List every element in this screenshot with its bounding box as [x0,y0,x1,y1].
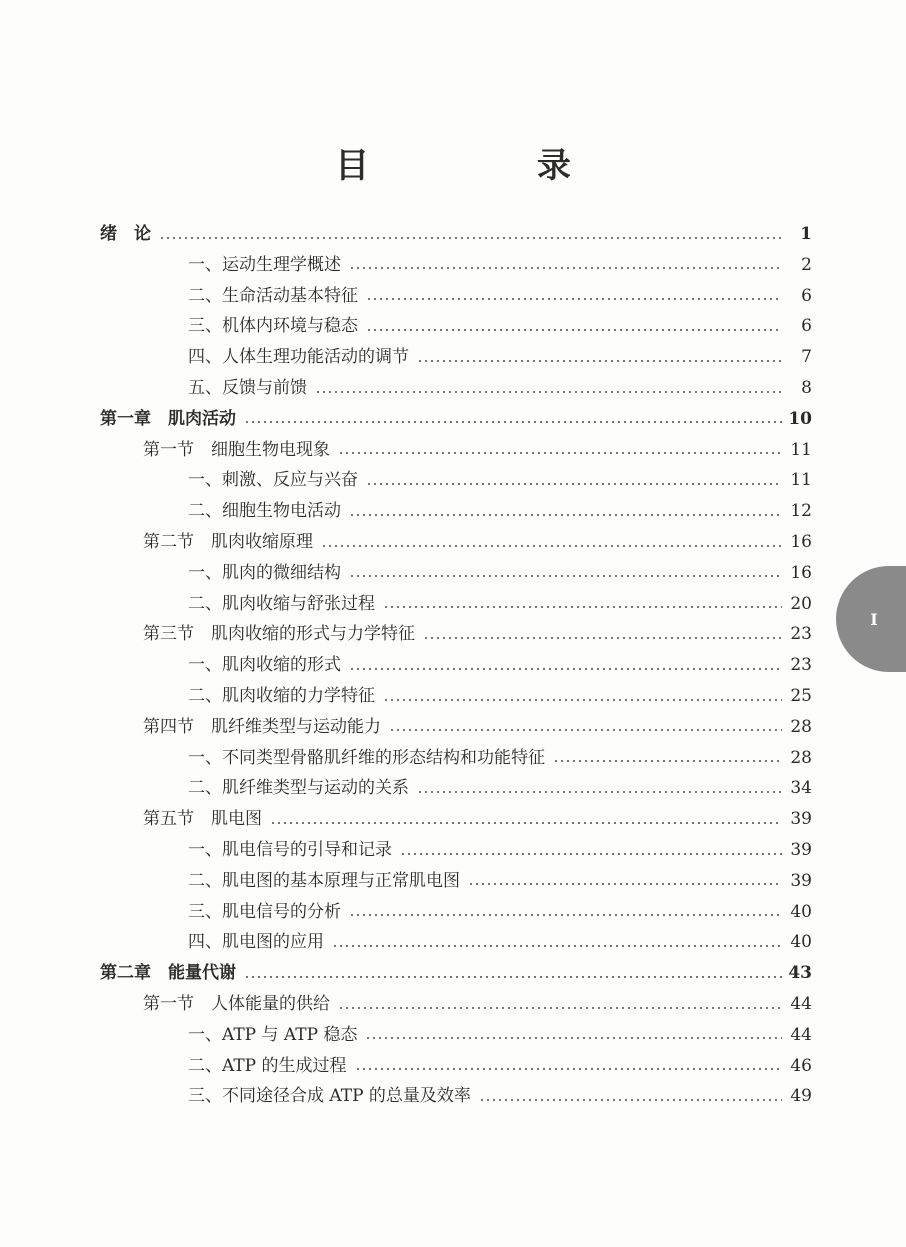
toc-entry [188,1051,812,1082]
toc-entry [100,219,812,250]
toc-entry-label: 二、ATP 的生成过程 [188,1055,347,1076]
toc-entry [188,558,812,589]
toc-entry-page: 2 [801,254,812,275]
toc-entry-page: 39 [790,809,812,830]
toc-entry-label: 绪 论 [100,224,151,244]
dot-leader [349,514,782,516]
toc-entry-page: 7 [801,347,812,368]
dot-leader [417,360,782,362]
toc-entry [188,681,812,712]
toc-entry-page: 28 [790,716,812,737]
toc-entry-label: 二、生命活动基本特征 [188,285,358,306]
dot-leader [366,329,782,331]
toc-entry [143,619,812,650]
toc-entry-page: 39 [790,870,812,891]
dot-leader [468,883,782,885]
toc-entry-page: 20 [790,593,812,614]
toc-entry [188,897,812,928]
toc-entry-page: 10 [788,408,812,429]
toc-entry [143,989,812,1020]
toc-entry [188,589,812,620]
toc-entry-label: 二、肌肉收缩与舒张过程 [188,593,375,614]
toc-entry [188,743,812,774]
toc-entry [188,1020,812,1051]
toc-entry-label: 一、刺激、反应与兴奋 [188,470,358,491]
toc-entry [143,804,812,835]
toc-entry-page: 1 [800,224,812,244]
toc-entry-page: 16 [790,562,812,583]
dot-leader [321,545,782,547]
toc-entry [188,250,812,281]
toc-entry-page: 25 [790,686,812,706]
dot-leader [270,822,782,824]
toc-entry [188,342,812,373]
toc-entry-page: 46 [790,1055,812,1076]
toc-entry-page: 8 [801,378,812,398]
dot-leader [349,914,782,916]
dot-leader [244,976,782,978]
toc-entry [188,773,812,804]
toc-entry [100,404,812,435]
toc-entry-page: 11 [790,439,812,460]
dot-leader [349,668,782,670]
toc-entry [143,712,812,743]
toc-entry-label: 第一节 细胞生物电现象 [143,439,330,460]
toc-entry-page: 44 [790,994,812,1014]
dot-leader [553,760,782,762]
toc-entry-label: 三、机体内环境与稳态 [188,316,358,337]
dot-leader [355,1068,782,1070]
chapter-side-tab [836,566,906,672]
toc-entry-page: 23 [790,655,812,676]
toc-entry-label: 第二章 能量代谢 [100,963,236,984]
toc-entry [188,866,812,897]
toc-entry [188,373,812,404]
toc-entry-label: 一、ATP 与 ATP 稳态 [188,1024,358,1045]
toc-entry-label: 一、肌肉的微细结构 [188,562,341,583]
dot-leader [417,791,782,793]
dot-leader [349,267,782,269]
dot-leader [383,699,782,701]
dot-leader [332,945,782,947]
toc-entry [188,465,812,496]
toc-entry-page: 12 [790,501,812,522]
dot-leader [315,391,782,393]
toc-entry-page: 11 [790,470,812,491]
toc-entry-label: 第三节 肌肉收缩的形式与力学特征 [143,624,415,645]
toc-entry-label: 四、人体生理功能活动的调节 [188,347,409,368]
toc-entry [188,281,812,312]
toc-entry-label: 三、肌电信号的分析 [188,901,341,922]
dot-leader [338,1007,782,1009]
side-tab-label: I [870,609,878,629]
toc-entry-label: 四、肌电图的应用 [188,932,324,953]
toc-entry-label: 三、不同途径合成 ATP 的总量及效率 [188,1086,471,1107]
toc-entry-page: 23 [790,624,812,645]
toc-entry [188,496,812,527]
page-title: 目 录 [335,146,649,186]
toc-entry [188,835,812,866]
toc-entry [188,1081,812,1112]
toc-entry-label: 二、肌肉收缩的力学特征 [188,686,375,706]
toc-entry [188,311,812,342]
toc-entry-page: 34 [790,778,812,799]
toc-entry-label: 二、细胞生物电活动 [188,501,341,522]
dot-leader [366,483,782,485]
toc-entry-label: 第五节 肌电图 [143,809,262,830]
dot-leader [423,637,782,639]
toc-entry [188,927,812,958]
dot-leader [159,237,782,239]
toc-entry-page: 39 [790,840,812,860]
toc-entry-label: 第二节 肌肉收缩原理 [143,532,313,552]
toc-entry-page: 44 [790,1024,812,1045]
toc-entry-label: 第四节 肌纤维类型与运动能力 [143,716,381,737]
toc-entry-label: 一、肌肉收缩的形式 [188,655,341,676]
toc-entry-page: 43 [788,963,812,984]
dot-leader [365,1037,782,1039]
dot-leader [244,421,782,423]
toc-entry-page: 16 [790,532,812,552]
toc-entry-page: 49 [790,1086,812,1107]
toc-entry-page: 28 [790,747,812,768]
toc-entry-label: 第一节 人体能量的供给 [143,994,330,1014]
dot-leader [338,452,782,454]
toc-entry-page: 6 [801,316,812,337]
toc-entry-label: 二、肌电图的基本原理与正常肌电图 [188,870,460,891]
dot-leader [349,575,782,577]
toc-entry-page: 6 [801,285,812,306]
toc-entry [100,958,812,989]
toc-entry [188,650,812,681]
toc-entry-label: 一、肌电信号的引导和记录 [188,840,392,860]
toc-entry-page: 40 [790,932,812,953]
toc-entry [143,527,812,558]
toc-entry-label: 二、肌纤维类型与运动的关系 [188,778,409,799]
toc-entry-label: 第一章 肌肉活动 [100,408,236,429]
dot-leader [479,1099,782,1101]
dot-leader [383,606,782,608]
toc-entry [143,435,812,466]
toc-entry-page: 40 [790,901,812,922]
dot-leader [366,298,782,300]
toc-entry-label: 五、反馈与前馈 [188,378,307,398]
dot-leader [389,729,782,731]
toc-entry-label: 一、运动生理学概述 [188,254,341,275]
dot-leader [400,853,782,855]
toc-entry-label: 一、不同类型骨骼肌纤维的形态结构和功能特征 [188,747,545,768]
